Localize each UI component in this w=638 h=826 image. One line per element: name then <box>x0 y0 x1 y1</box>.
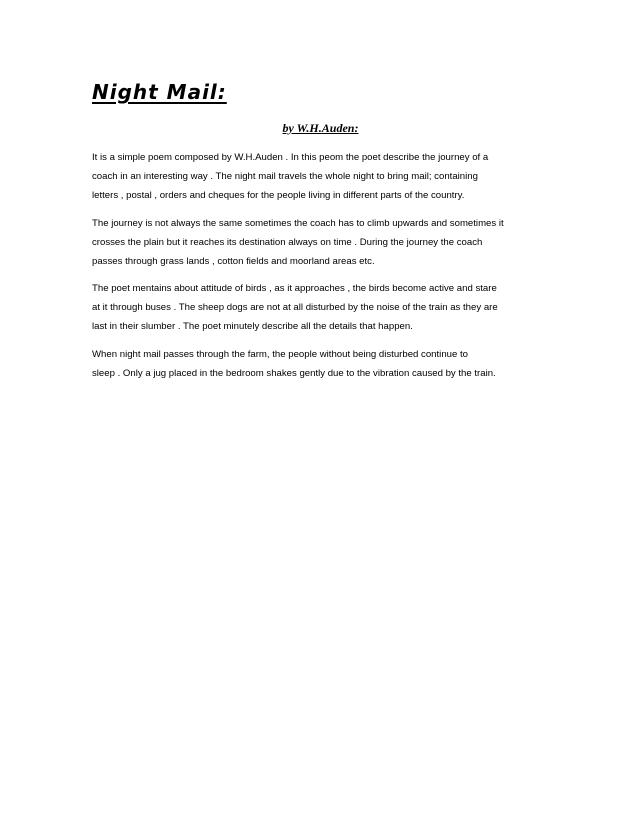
paragraph-4 <box>92 345 562 383</box>
text-line: last in their slumber . The poet minutely describe all the details that happen. <box>92 321 413 332</box>
paragraph-3 <box>92 279 562 336</box>
text-line: coach in an interesting way . The night mail travels the whole night to bring mail; containing <box>92 171 478 182</box>
text-line: When night mail passes through the farm, the people without being disturbed continue to <box>92 348 468 360</box>
text-line: at it through buses . The sheep dogs are not at all disturbed by the noise of the train as they are <box>92 302 498 313</box>
text-line: passes through grass lands , cotton fields and moorland areas etc. <box>92 255 375 267</box>
text-line: letters , postal , orders and cheques for the people living in different parts of the country. <box>92 190 465 201</box>
paragraph-2 <box>92 214 562 271</box>
text-line: It is a simple poem composed by W.H.Auden . In this peom the poet describe the journey of a <box>92 152 489 163</box>
author-byline: by W.H.Auden: <box>282 121 359 135</box>
text-line: sleep . Only a jug placed in the bedroom shakes gently due to the vibration caused by the train. <box>92 367 496 379</box>
paragraph-1 <box>92 148 562 205</box>
text-line: The poet mentains about attitude of birds , as it approaches , the birds become active and stare <box>92 283 497 294</box>
text-line: crosses the plain but it reaches its destination always on time . During the journey the coach <box>92 236 483 248</box>
document-title: Night Mail: <box>92 80 227 104</box>
document-body <box>92 148 562 391</box>
text-line: The journey is not always the same sometimes the coach has to climb upwards and sometimes it <box>92 217 504 229</box>
